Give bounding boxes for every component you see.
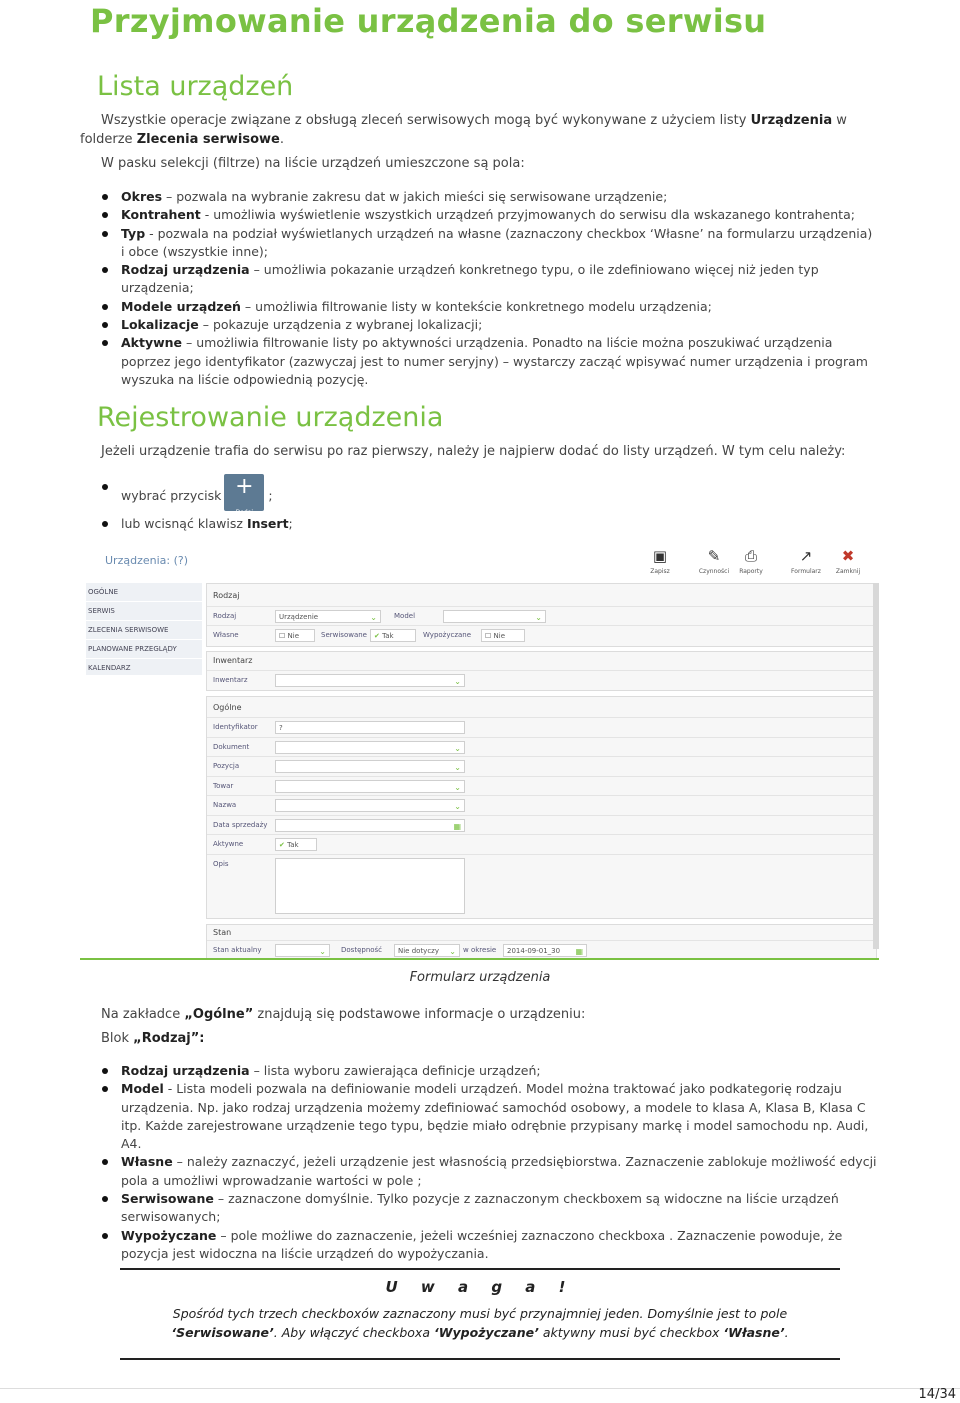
chevron-down-icon: ⌄	[535, 613, 542, 622]
footer-divider	[0, 1388, 960, 1389]
pozycja-select[interactable]	[275, 760, 465, 773]
rodzaj-select[interactable]: Urządzenie ⌄	[275, 610, 381, 623]
form-button[interactable]: ↗ Formularz	[786, 548, 826, 575]
divider	[80, 958, 879, 960]
form-row: Dokument ⌄	[207, 737, 876, 757]
serwisowane-checkbox[interactable]: ✔ Tak	[370, 629, 416, 642]
ogolne-section-title: Ogólne	[213, 703, 242, 712]
wypozyczane-checkbox[interactable]: ☐ Nie	[481, 629, 525, 642]
list-item: Kontrahent - umożliwia wyświetlenie wszystkich urządzeń przyjmowanych do serwisu dla wskazanego kontrahenta;	[101, 206, 879, 224]
form-row: Data sprzedaży ▦	[207, 815, 876, 835]
identyfikator-input[interactable]: ?	[275, 721, 465, 734]
tab-ogolne[interactable]: OGÓLNE	[86, 583, 202, 602]
data-sprzedazy-input[interactable]	[275, 819, 465, 832]
list-item: Rodzaj urządzenia – lista wyboru zawierająca definicje urządzeń;	[101, 1062, 881, 1080]
warning-note	[120, 1268, 840, 1360]
add-button-image: + Dodaj	[224, 474, 264, 511]
rodzaj-fields-list	[101, 1062, 881, 1263]
opis-textarea[interactable]	[275, 858, 465, 914]
list-item: Typ - pozwala na podział wyświetlanych urządzeń na własne (zaznaczony checkbox ‘Własne’ na formularzu urządzenia) i obce (wszystkie inne);	[101, 225, 879, 262]
filter-intro: W pasku selekcji (filtrze) na liście urządzeń umieszczone są pola:	[101, 156, 525, 171]
calendar-icon: ▦	[575, 947, 583, 956]
form-row: Pozycja ⌄	[207, 756, 876, 776]
form-row: Aktywne ✔ Tak	[207, 834, 876, 854]
chevron-down-icon: ⌄	[454, 744, 461, 753]
note-text: Spośród tych trzech checkboxów zaznaczony musi być przynajmniej jeden. Domyślnie jest to pole ‘Serwisowane’. Aby włączyć checkboxa ‘Wypożyczane’ aktywny musi być checkbox ‘Własne’.	[171, 1306, 789, 1340]
form-row: Opis	[207, 854, 876, 918]
note-heading: U w a g a !	[385, 1278, 575, 1296]
list-item: lub wcisnąć klawisz Insert;	[101, 515, 601, 533]
chevron-down-icon: ⌄	[454, 783, 461, 792]
section-heading-lista: Lista urządzeń	[97, 71, 294, 102]
scrollbar[interactable]	[873, 583, 879, 949]
rodzaj-panel	[206, 583, 877, 647]
form-toolbar	[80, 545, 879, 580]
aktywne-checkbox[interactable]: ✔ Tak	[275, 838, 317, 851]
form-row: Nazwa ⌄	[207, 795, 876, 815]
wrench-icon: ✎	[707, 547, 721, 565]
form-row: Identyfikator ?	[207, 717, 876, 737]
inwentarz-section-title: Inwentarz	[213, 656, 253, 665]
rodzaj-section-title: Rodzaj	[213, 591, 240, 600]
form-row: Towar ⌄	[207, 776, 876, 796]
list-item: Serwisowane – zaznaczone domyślnie. Tylko pozycje z zaznaczonym checkboxem są widoczne na liście urządzeń serwisowanych;	[101, 1190, 881, 1227]
check-icon: ✔	[279, 841, 285, 849]
tab-serwis[interactable]: SERWIS	[86, 602, 202, 621]
okres-input[interactable]: 2014-09-01_30 ▦	[503, 944, 587, 957]
figure-caption: Formularz urządzenia	[409, 970, 551, 985]
save-icon: ▣	[652, 547, 668, 565]
save-button[interactable]: ▣ Zapisz	[640, 548, 680, 575]
form-nav	[86, 583, 202, 675]
printer-icon: ⎙	[744, 547, 757, 565]
list-item: Lokalizacje – pokazuje urządzenia z wybranej lokalizacji;	[101, 316, 879, 334]
close-button[interactable]: ✖ Zamknij	[828, 548, 868, 575]
list-item: wybrać przycisk + Dodaj ;	[101, 478, 601, 515]
list-item: Model - Lista modeli pozwala na definiowanie modeli urządzeń. Model można traktować jako podkategorię rodzaju urządzenia. Np. jako rodzaj urządzenia możemy zdefiniować samochód osobowy, a modele to klasa A, Klasa B, Klasa C itp. Każde zarejestrowane urządzenie tego typu, będzie miało odrębnie przypisany markę i model samochodu np. Audi, A4.	[101, 1080, 881, 1153]
list-item: Aktywne – umożliwia filtrowanie listy po aktywności urządzenia. Ponadto na liście można poszukiwać urządzenia poprzez jego identyfikator (zazwyczaj jest to numer seryjny) – wystarczy zacząć wpisywać numer urządzenia i program wyszuka na liście odpowiednią pozycję.	[101, 334, 879, 389]
chevron-down-icon: ⌄	[319, 947, 326, 956]
tab-zlecenia[interactable]: ZLECENIA SERWISOWE	[86, 621, 202, 640]
dostepnosc-select[interactable]: Nie dotyczy ⌄	[394, 944, 460, 957]
stan-panel	[206, 924, 877, 960]
chevron-down-icon: ⌄	[454, 763, 461, 772]
filter-list	[101, 188, 879, 389]
model-select[interactable]	[443, 610, 546, 623]
stan-section-title: Stan	[213, 928, 232, 937]
list-item: Rodzaj urządzenia – umożliwia pokazanie urządzeń konkretnego typu, o ile zdefiniowano więcej niż jeden typ urządzenia;	[101, 261, 879, 298]
ogolne-intro: Na zakładce „Ogólne” znajdują się podstawowe informacje o urządzeniu:	[101, 1007, 586, 1022]
form-row: Inwentarz ⌄	[207, 670, 876, 690]
form-row: Własne ☐ Nie Serwisowane ✔ Tak Wypożyczane ☐ Nie	[207, 625, 876, 645]
tab-przeglady[interactable]: PLANOWANE PRZEGLĄDY	[86, 640, 202, 659]
list-item: Modele urządzeń – umożliwia filtrowanie listy w kontekście konkretnego modelu urządzenia;	[101, 298, 879, 316]
check-icon: ✔	[374, 632, 380, 640]
list-item: Wypożyczane – pole możliwe do zaznaczenie, jeżeli wcześniej zaznaczono checkboxa . Zaznaczenie powoduje, że pozycja jest widoczna na liście urządzeń do wypożyczania.	[101, 1227, 881, 1264]
inwentarz-panel	[206, 651, 877, 691]
chart-icon: ↗	[799, 547, 813, 565]
nazwa-select[interactable]	[275, 799, 465, 812]
device-form-screenshot	[80, 545, 879, 960]
tab-kalendarz[interactable]: KALENDARZ	[86, 659, 202, 678]
list-item: Własne – należy zaznaczyć, jeżeli urządzenie jest własnością przedsiębiorstwa. Zaznaczenie zablokuje możliwość edycji pola a umożliwi wprowadzanie wartości w pole ;	[101, 1153, 881, 1190]
page-number: 14/34	[918, 1387, 956, 1402]
steps-list	[101, 474, 601, 533]
form-title: Urządzenia: (?)	[105, 554, 189, 567]
stan-select[interactable]	[275, 944, 330, 957]
calendar-icon: ▦	[453, 822, 461, 831]
list-item: Okres – pozwala na wybranie zakresu dat w jakich mieści się serwisowane urządzenie;	[101, 188, 879, 206]
dokument-select[interactable]	[275, 741, 465, 754]
inwentarz-select[interactable]	[275, 674, 465, 687]
section-heading-rejestrowanie: Rejestrowanie urządzenia	[97, 402, 444, 433]
plus-icon: +	[235, 474, 254, 499]
chevron-down-icon: ⌄	[370, 613, 377, 622]
form-row: Rodzaj Urządzenie ⌄ Model ⌄	[207, 606, 876, 626]
intro-paragraph: Wszystkie operacje związane z obsługą zleceń serwisowych mogą być wykonywane z użyciem listy Urządzenia w folderze Zlecenia serwisowe.	[80, 113, 847, 147]
chevron-down-icon: ⌄	[454, 802, 461, 811]
ogolne-panel	[206, 696, 877, 919]
actions-button[interactable]: ✎ Czynności	[694, 548, 734, 575]
chevron-down-icon: ⌄	[454, 677, 461, 686]
register-intro: Jeżeli urządzenie trafia do serwisu po raz pierwszy, należy je najpierw dodać do listy urządzeń. W tym celu należy:	[101, 444, 846, 459]
blok-rodzaj-label: Blok „Rodzaj”:	[101, 1031, 205, 1046]
towar-select[interactable]	[275, 780, 465, 793]
reports-button[interactable]: ⎙ Raporty	[731, 548, 771, 575]
page-title: Przyjmowanie urządzenia do serwisu	[90, 2, 767, 40]
chevron-down-icon: ⌄	[449, 947, 456, 956]
form-row: Stan aktualny ⌄ Dostępność Nie dotyczy ⌄ w okresie 2014-09-01_30 ▦	[207, 940, 876, 960]
close-icon: ✖	[841, 547, 855, 565]
wlasne-checkbox[interactable]: ☐ Nie	[275, 629, 315, 642]
